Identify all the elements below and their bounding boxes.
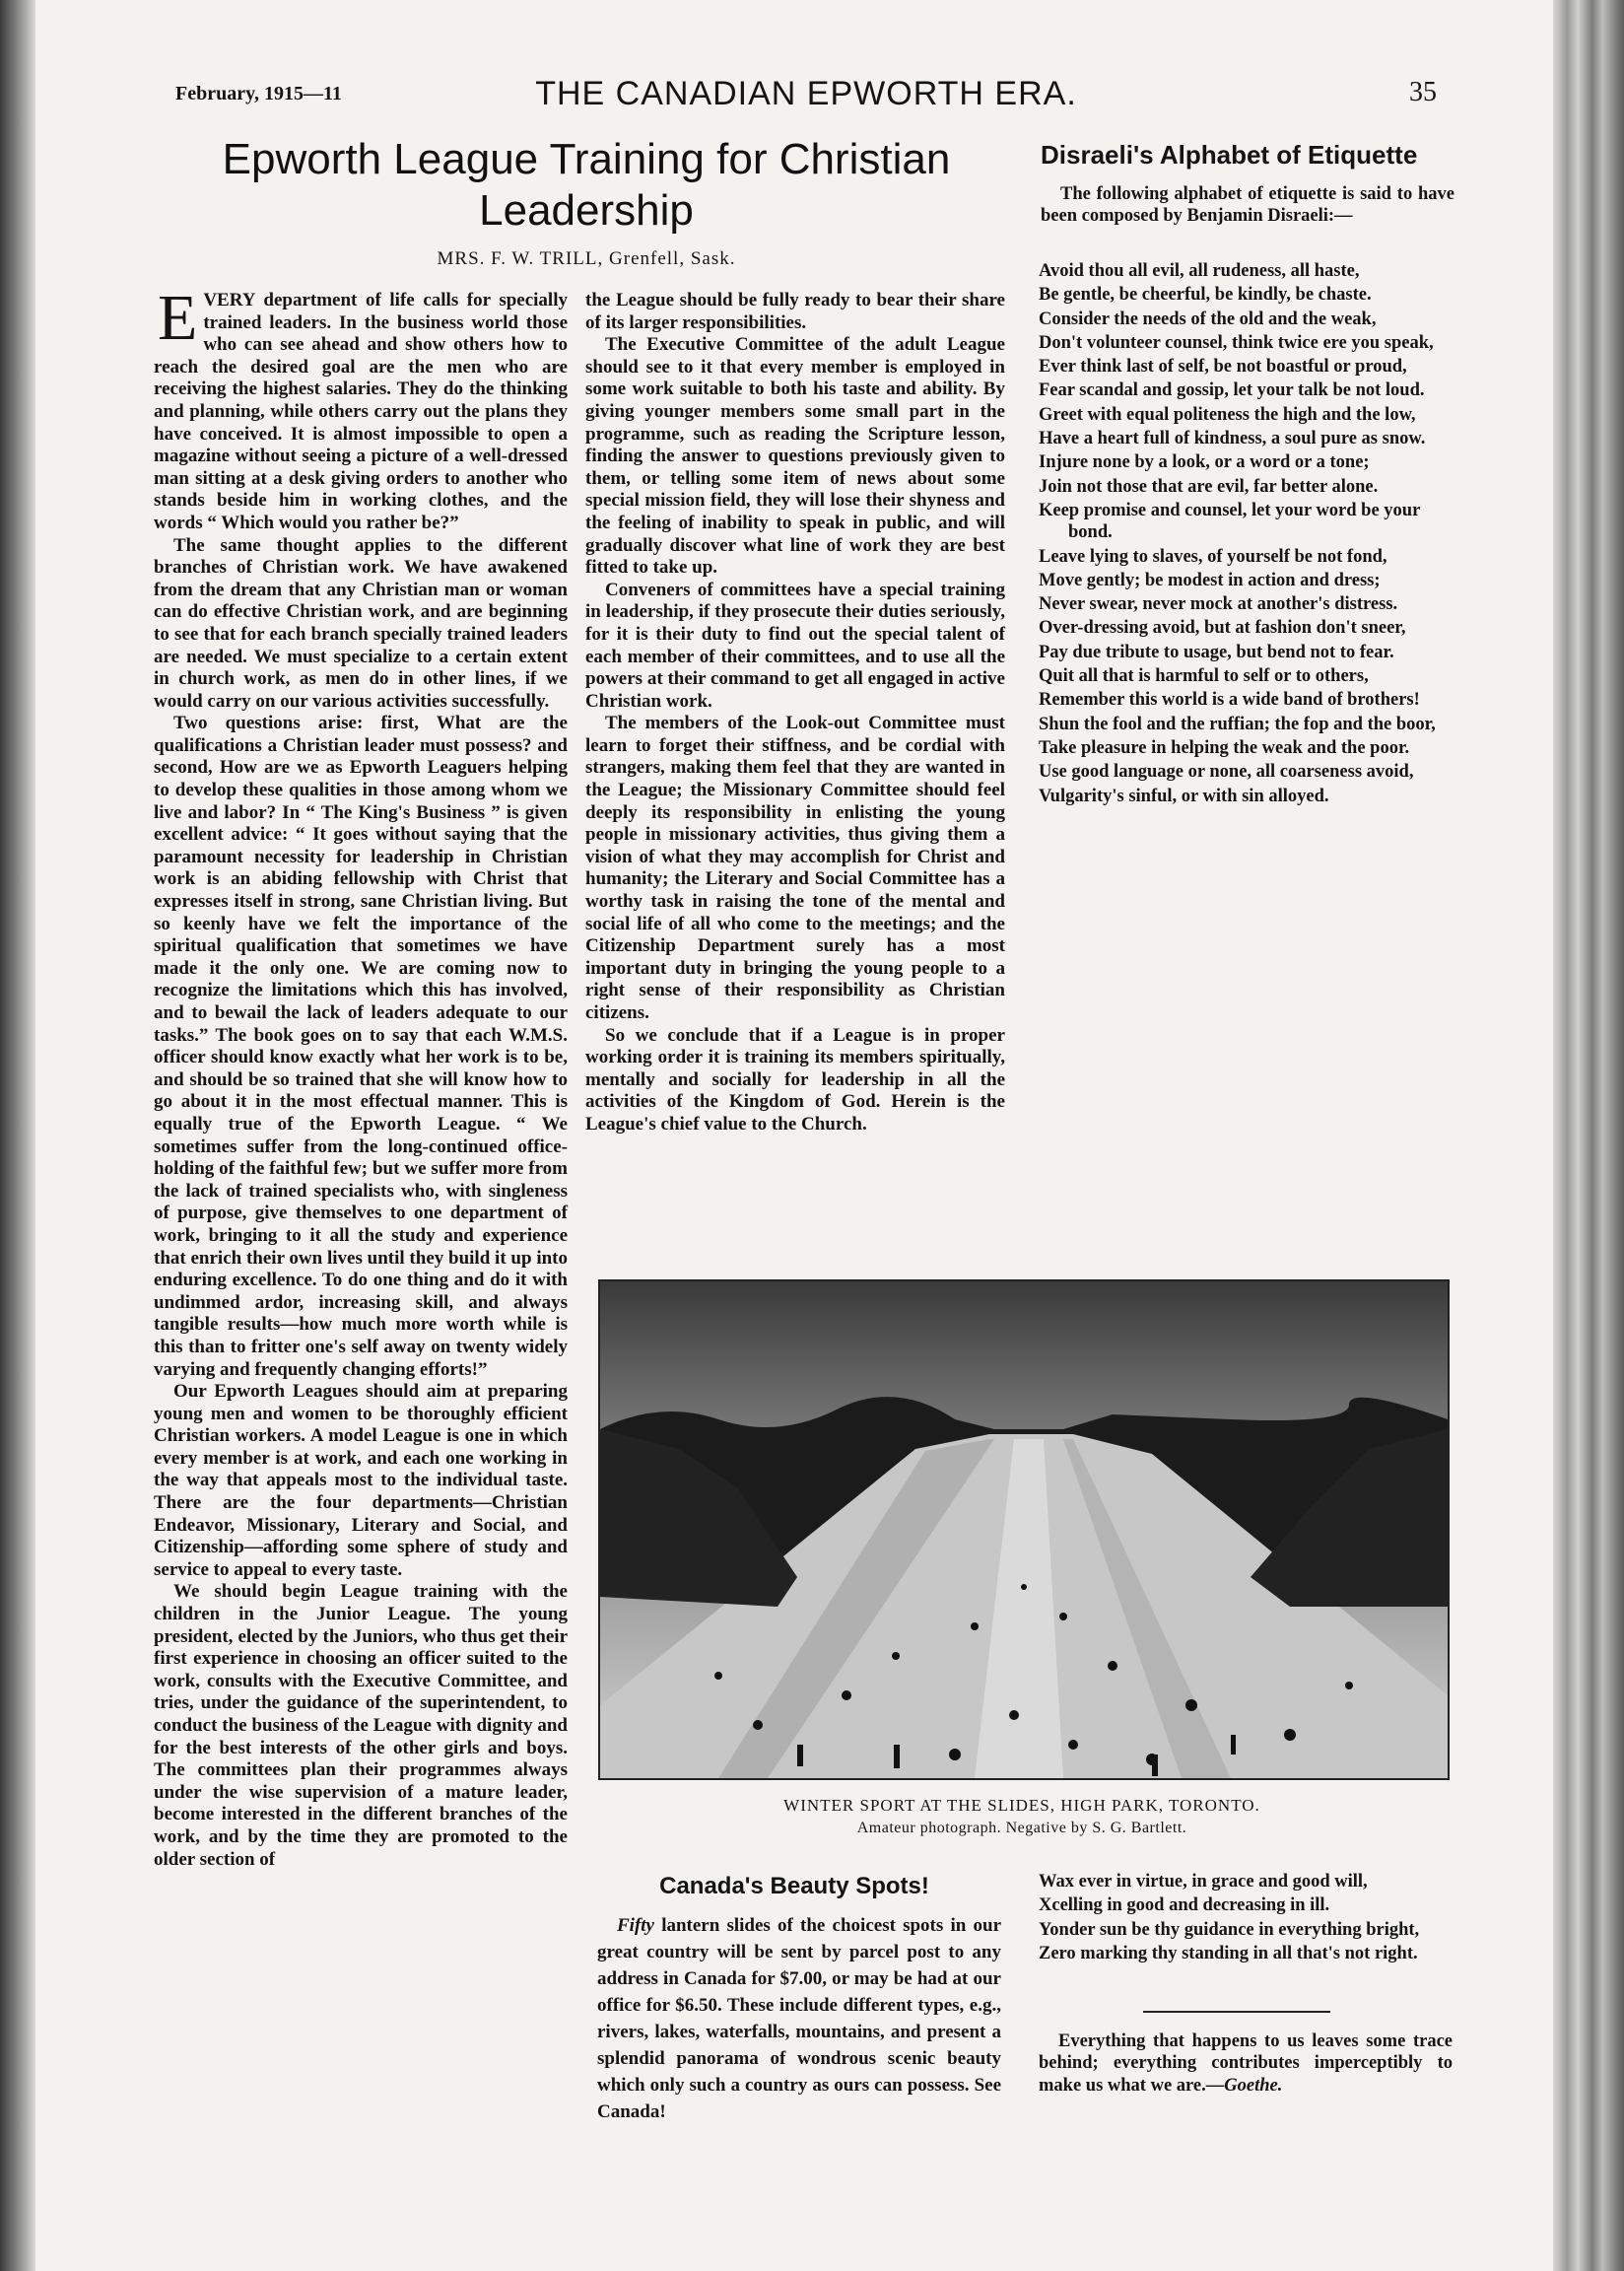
running-header bbox=[175, 75, 1437, 118]
article-byline: MRS. F. W. TRILL, Grenfell, Sask. bbox=[437, 248, 736, 269]
alphabet-line: Pay due tribute to usage, but bend not to fear. bbox=[1039, 642, 1394, 662]
alphabet-line: Remember this world is a wide band of brothers! bbox=[1039, 690, 1420, 711]
alphabet-line: Greet with equal politeness the high and the low, bbox=[1039, 404, 1416, 425]
issue-date: February, 1915—11 bbox=[175, 83, 342, 104]
paragraph: Two questions arise: first, What are the qualifications a Christian leader must possess? and second, How are we as Epworth Leaguers helping to develop these qualities in those among whom we live and labor? In “ The King's Business ” is given excellent advice: “ It goes without saying that the paramount necessity for leadership in Christian work is an abiding fellowship with Christ that expresses itself in strong, sane Christian living. But so keenly have we felt the importance of the spiritual qualification that sometimes we have made it the only one. We are coming now to recognize the limitations which this has involved, and to bewail the lack of leaders adequate to our tasks.” The book goes on to say that each W.M.S. officer should know exactly what her work is to be, and should be so trained that she will know how to go about it in the most effectual manner. This is equally true of the Epworth League. “ We sometimes suffer from the long-continued office-holding of the faithful few; but we suffer more from the lack of trained specialists who, with singleness of purpose, give themselves to one department of work, bringing to it all the study and experience that enrich their own lives until they build it up into enduring excellence. To do one thing and do it with undimmed ardor, increasing skill, and always tangible results—how much more worth while is this than to fritter one's self away on twenty widely varying and frequently changing efforts!” bbox=[154, 713, 568, 1380]
etiquette-alphabet bbox=[1039, 260, 1453, 809]
alphabet-line: Wax ever in virtue, in grace and good will, bbox=[1039, 1872, 1368, 1892]
article-column-1 bbox=[154, 282, 568, 1871]
paragraph: The same thought applies to the different branches of Christian work. We have awakened from the dream that any Christian man or woman can do effective Christian work, and are beginning to see that for each branch specially trained leaders are needed. We must specialize to a certain extent in church work, as men do in other lines, if we would carry on our various activities successfully. bbox=[154, 534, 568, 712]
book-spine-edge bbox=[1553, 0, 1624, 2271]
paragraph: EVERY department of life calls for specially trained leaders. In the business world those who can see ahead and show others how to reach the desired goal are the men who are receiving the highest salaries. They do the thinking and planning, while others carry out the plans they have conceived. It is almost impossible to open a magazine without seeing a picture of a well-dressed man sitting at a desk giving orders to another who stands beside him in working clothes, and the words “ Which would you rather be?” bbox=[154, 282, 568, 533]
paragraph: Our Epworth Leagues should aim at preparing young men and women to be thoroughly efficient Christian workers. A model League is one in which every member is at work, and each one working in the way that appeals most to the individual taste. There are the four departments—Christian Endeavor, Missionary, Literary and Social, and Citizenship—affording some sphere of study and service to appeal to every taste. bbox=[154, 1381, 568, 1580]
paragraph: The Executive Committee of the adult League should see to it that every member is employed in some work suitable to both his taste and ability. By giving younger members some small part in the programme, such as reading the Scripture lesson, finding the answer to questions previously given to them, or telling some item of news about some special mission field, they will lose their shyness and the feeling of inability to speak in public, and will gradually discover what line of work they are best fitted to take up. bbox=[585, 334, 1005, 579]
paragraph: So we conclude that if a League is in proper working order it is training its members spiritually, mentally and socially for leadership in all the activities of the Kingdom of God. Herein is the League's chief value to the Church. bbox=[585, 1024, 1005, 1135]
alphabet-line: Zero marking thy standing in all that's not right. bbox=[1039, 1943, 1418, 1963]
page-number: 35 bbox=[1409, 77, 1437, 107]
alphabet-line: Keep promise and counsel, let your word be your bond. bbox=[1039, 500, 1420, 543]
alphabet-line: Use good language or none, all coarseness avoid, bbox=[1039, 762, 1414, 783]
alphabet-line: Ever think last of self, be not boastful or proud, bbox=[1039, 357, 1407, 378]
alphabet-line: Be gentle, be cheerful, be kindly, be chaste. bbox=[1039, 285, 1372, 306]
alphabet-line: Don't volunteer counsel, think twice ere you speak, bbox=[1039, 332, 1434, 353]
paragraph: The members of the Look-out Committee must learn to forget their stiffness, and be cordial with strangers, making them feel that they are wanted in the League; the Missionary Committee should feel deeply its responsibility in enlisting the young people in missionary activities, thus giving them a vision of what they may accomplish for Christ and humanity; the Literary and Social Committee has a worthy task in raising the tone of the mental and social life of all who come to the meetings; and the Citizenship Department surely has a most important duty in bringing the young people to a right sense of their responsibility as Christian citizens. bbox=[585, 713, 1005, 1023]
alphabet-line: Quit all that is harmful to self or to others, bbox=[1039, 666, 1369, 687]
etiquette-alphabet-continued bbox=[1039, 1871, 1453, 1966]
divider-rule bbox=[1143, 2011, 1330, 2013]
alphabet-line: Over-dressing avoid, but at fashion don't sneer, bbox=[1039, 618, 1406, 639]
alphabet-line: Vulgarity's sinful, or with sin alloyed. bbox=[1039, 786, 1329, 806]
alphabet-line: Consider the needs of the old and the weak, bbox=[1039, 309, 1377, 329]
beauty-spots-title: Canada's Beauty Spots! bbox=[659, 1873, 929, 1899]
alphabet-line: Xcelling in good and decreasing in ill. bbox=[1039, 1895, 1330, 1916]
alphabet-line: Have a heart full of kindness, a soul pure as snow. bbox=[1039, 429, 1426, 449]
alphabet-line: Fear scandal and gossip, let your talk be not loud. bbox=[1039, 380, 1425, 401]
paragraph: the League should be fully ready to bear their share of its larger responsibilities. bbox=[585, 290, 1005, 333]
article-column-2 bbox=[585, 290, 1005, 1136]
left-page-edge bbox=[0, 0, 35, 2271]
alphabet-line: Join not those that are evil, far better alone. bbox=[1039, 476, 1379, 497]
drop-cap: E bbox=[158, 282, 198, 354]
alphabet-line: Move gently; be modest in action and dress; bbox=[1039, 570, 1381, 590]
beauty-spots-text: Fifty lantern slides of the choicest spots in our great country will be sent by parcel post to any address in Canada for $7.00, or may be had at our office for $6.50. These include different types, e.g., rivers, lakes, waterfalls, mountains, and present a splendid panorama of wondrous scenic beauty which only such a country as ours can possess. See Canada! bbox=[597, 1915, 1001, 2122]
sidebar-title: Disraeli's Alphabet of Etiquette bbox=[1041, 140, 1418, 170]
alphabet-line: Never swear, never mock at another's distress. bbox=[1039, 594, 1398, 615]
alphabet-line: Shun the fool and the ruffian; the fop and the boor, bbox=[1039, 714, 1436, 734]
paragraph: Conveners of committees have a special training in leadership, if they prosecute their duties seriously, for it is their duty to find out the special talent of each member of their committees, and to use all the powers at their command to get all engaged in active Christian work. bbox=[585, 579, 1005, 712]
sidebar-intro: The following alphabet of etiquette is said to have been composed by Benjamin Disraeli:— bbox=[1041, 184, 1455, 226]
goethe-quote: Everything that happens to us leaves some trace behind; everything contributes imperceptibly to make us what we are.—Goethe. bbox=[1039, 2031, 1453, 2096]
alphabet-line: Take pleasure in helping the weak and the poor. bbox=[1039, 737, 1410, 758]
alphabet-line: Leave lying to slaves, of yourself be not fond, bbox=[1039, 546, 1387, 567]
alphabet-line: Injure none by a look, or a word or a tone; bbox=[1039, 452, 1370, 473]
winter-photo bbox=[598, 1279, 1450, 1780]
alphabet-line: Avoid thou all evil, all rudeness, all haste, bbox=[1039, 261, 1360, 281]
photo-credit: Amateur photograph. Negative by S. G. Bartlett. bbox=[856, 1820, 1187, 1836]
paragraph: We should begin League training with the children in the Junior League. The young president, elected by the Juniors, who thus get their first experience in choosing an officer suited to the work, consults with the Executive Committee, and tries, under the guidance of the superintendent, to conduct the business of the League with dignity and for the best interests of the other girls and boys. The committees plan their programmes always under the wise supervision of a mature leader, become interested in the different branches of the work, and by the time they are promoted to the older section of bbox=[154, 1581, 568, 1870]
sledding-hill-image bbox=[600, 1281, 1448, 1778]
photo-caption: WINTER SPORT AT THE SLIDES, HIGH PARK, TORONTO. bbox=[783, 1796, 1260, 1815]
magazine-title: THE CANADIAN EPWORTH ERA. bbox=[535, 75, 1077, 112]
alphabet-line: Yonder sun be thy guidance in everything bright, bbox=[1039, 1919, 1420, 1940]
article-title: Epworth League Training for Christian Leadership bbox=[222, 135, 951, 235]
